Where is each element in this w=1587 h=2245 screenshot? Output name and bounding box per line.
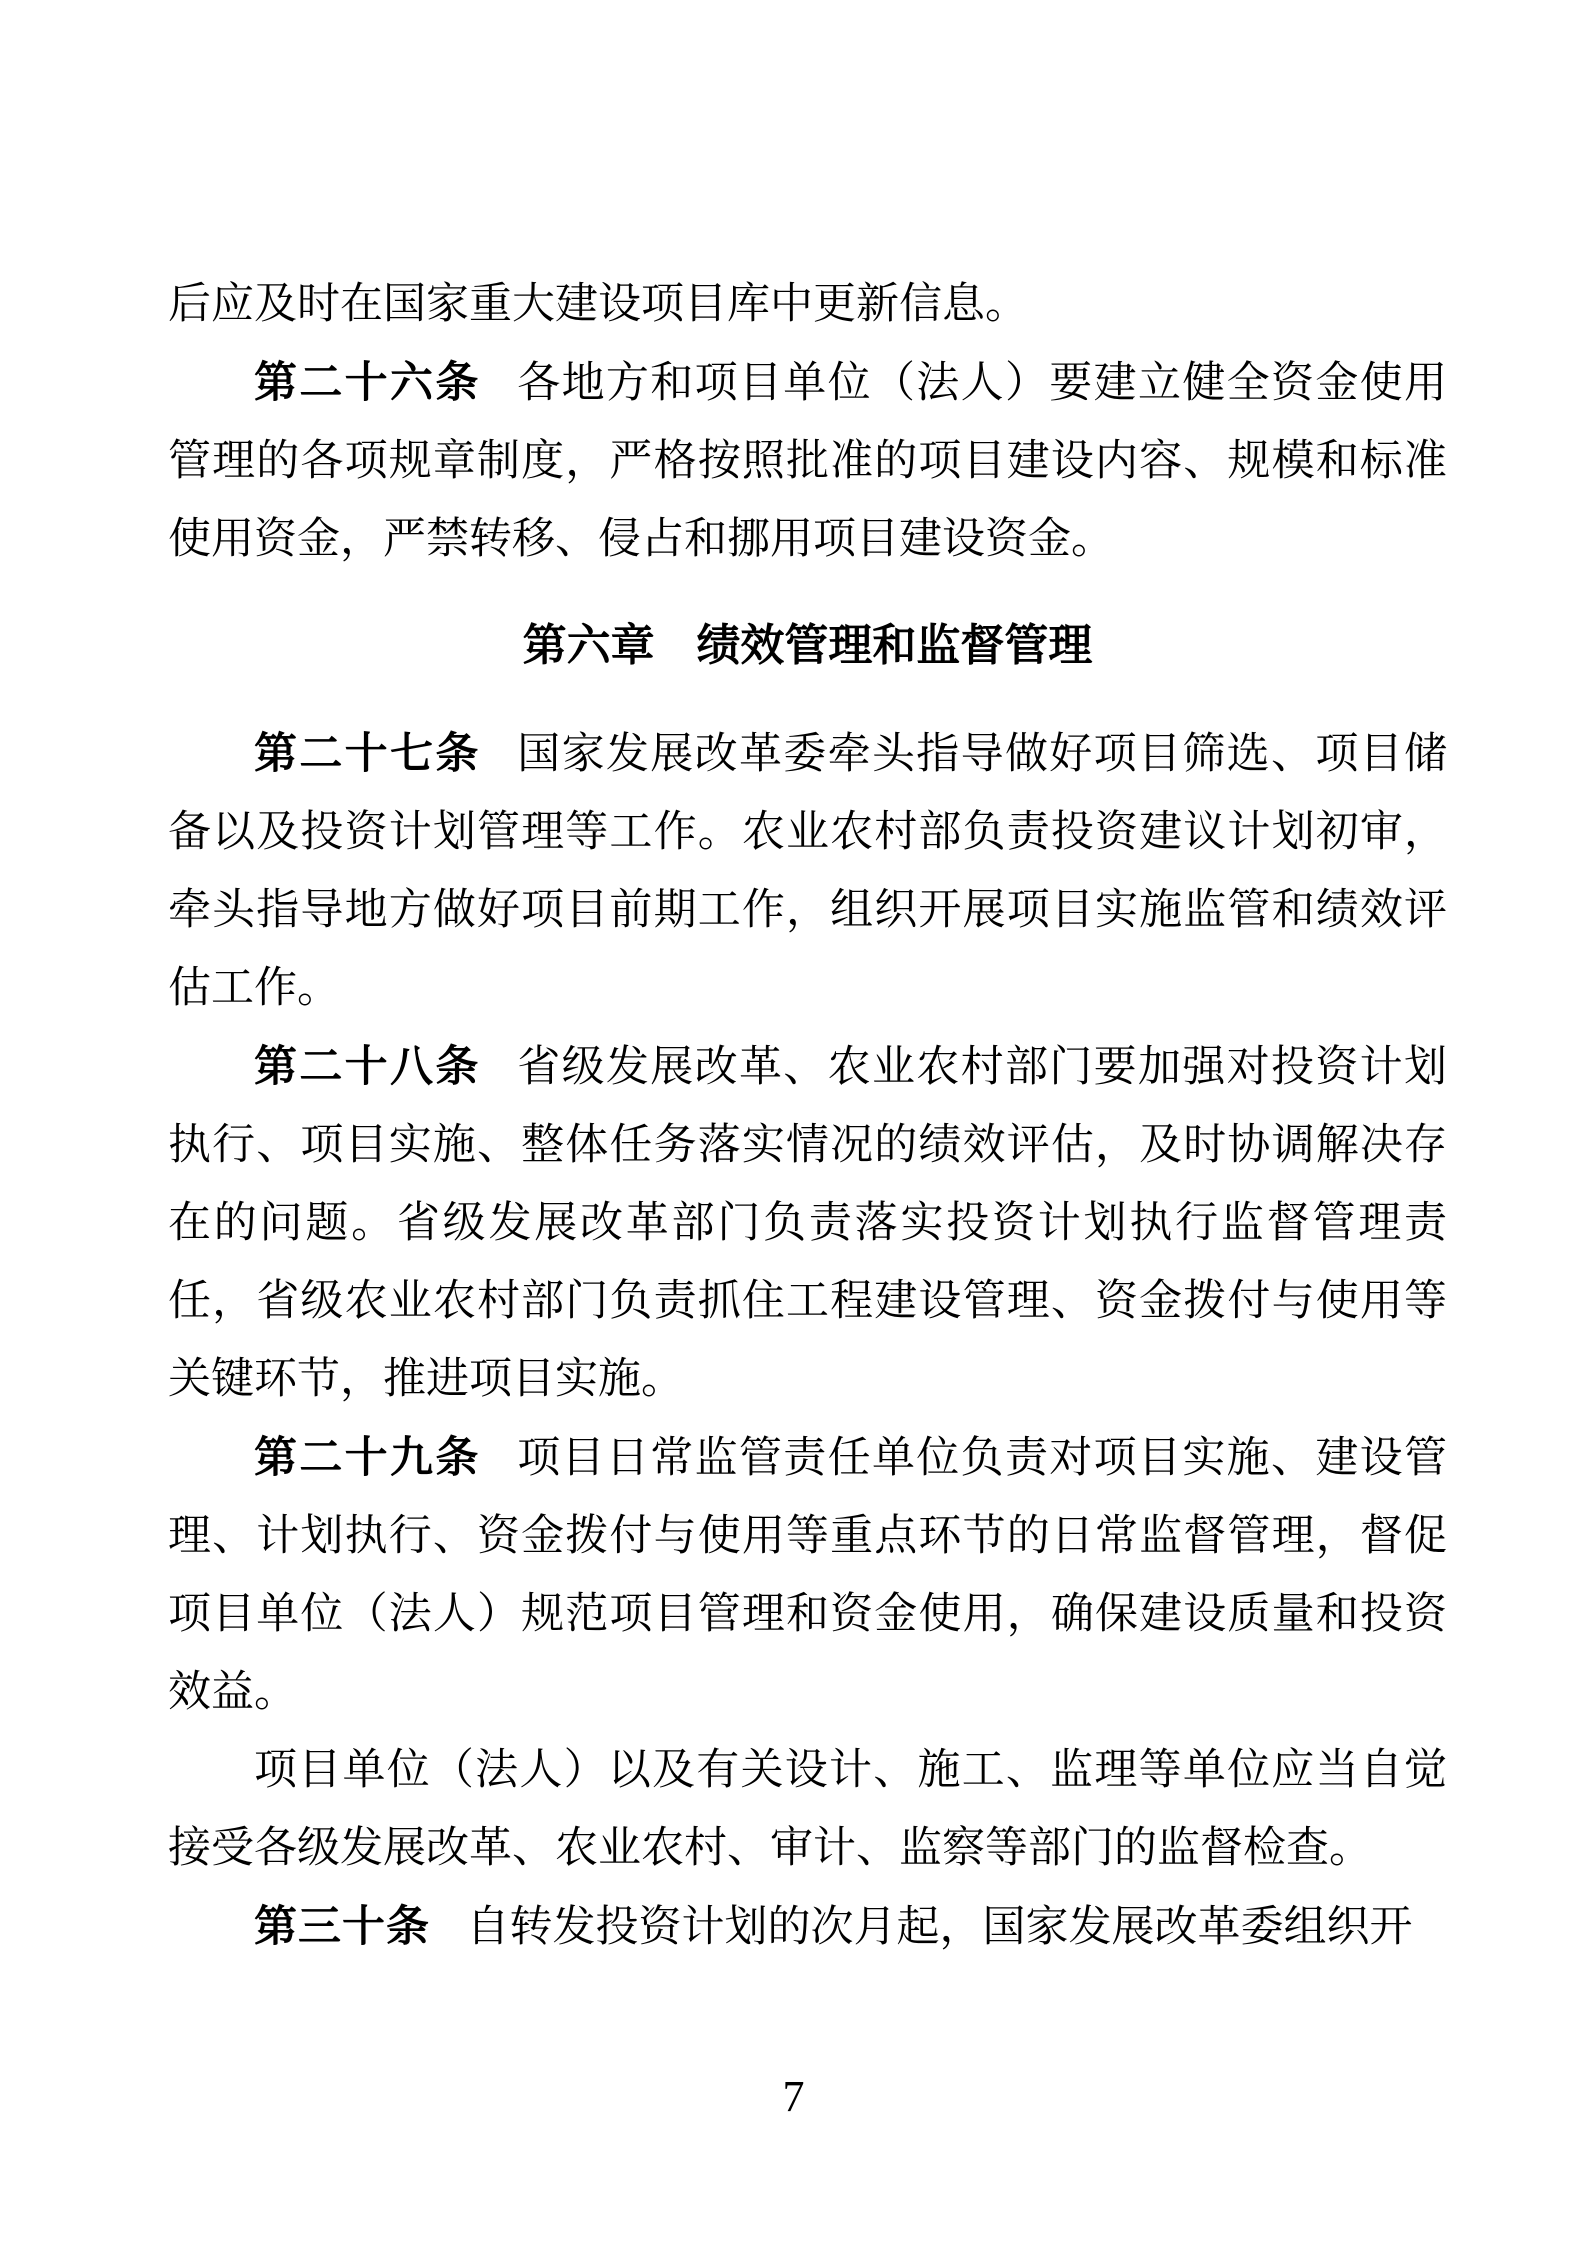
paragraph-article-30 — [168, 1888, 1447, 1967]
article-26-text: 各地方和项目单位（法人）要建立健全资金使用管理的各项规章制度，严格按照批准的项目建设内容、规模和标准使用资金，严禁转移、侵占和挪用项目建设资金。 — [168, 360, 1448, 563]
chapter-title: 绩效管理和监督管理 — [696, 621, 1093, 670]
paragraph-continuation: 后应及时在国家重大建设项目库中更新信息。 — [168, 281, 1028, 328]
paragraph-article-27 — [168, 715, 1447, 1028]
article-29-text: 项目日常监管责任单位负责对项目实施、建设管理、计划执行、资金拨付与使用等重点环节的日常监督管理，督促项目单位（法人）规范项目管理和资金使用，确保建设质量和投资效益。 — [168, 1435, 1448, 1716]
paragraph-supervision: 项目单位（法人）以及有关设计、施工、监理等单位应当自觉接受各级发展改革、农业农村、审计、监察等部门的监督检查。 — [168, 1747, 1447, 1872]
paragraph-article-29 — [168, 1419, 1447, 1732]
article-29-number: 第二十九条 — [254, 1434, 481, 1482]
article-26-number: 第二十六条 — [254, 359, 481, 407]
paragraph-article-28 — [168, 1028, 1447, 1419]
chapter-heading — [168, 607, 1447, 685]
paragraph-article-26 — [168, 344, 1447, 579]
article-30-number: 第三十条 — [254, 1903, 430, 1951]
document-body — [168, 266, 1447, 1967]
article-30-text: 自转发投资计划的次月起，国家发展改革委组织开 — [466, 1904, 1413, 1951]
article-27-number: 第二十七条 — [254, 730, 481, 778]
page-number: 7 — [782, 2072, 805, 2121]
article-27-text: 国家发展改革委牵头指导做好项目筛选、项目储备以及投资计划管理等工作。农业农村部负责投资建议计划初审，牵头指导地方做好项目前期工作，组织开展项目实施监管和绩效评估工作。 — [168, 731, 1448, 1012]
chapter-label: 第六章 — [522, 621, 655, 670]
article-28-text: 省级发展改革、农业农村部门要加强对投资计划执行、项目实施、整体任务落实情况的绩效评估，及时协调解决存在的问题。省级发展改革部门负责落实投资计划执行监督管理责任，省级农业农村部门负责抓住工程建设管理、资金拨付与使用等关键环节，推进项目实施。 — [168, 1044, 1448, 1403]
article-28-number: 第二十八条 — [254, 1043, 481, 1091]
